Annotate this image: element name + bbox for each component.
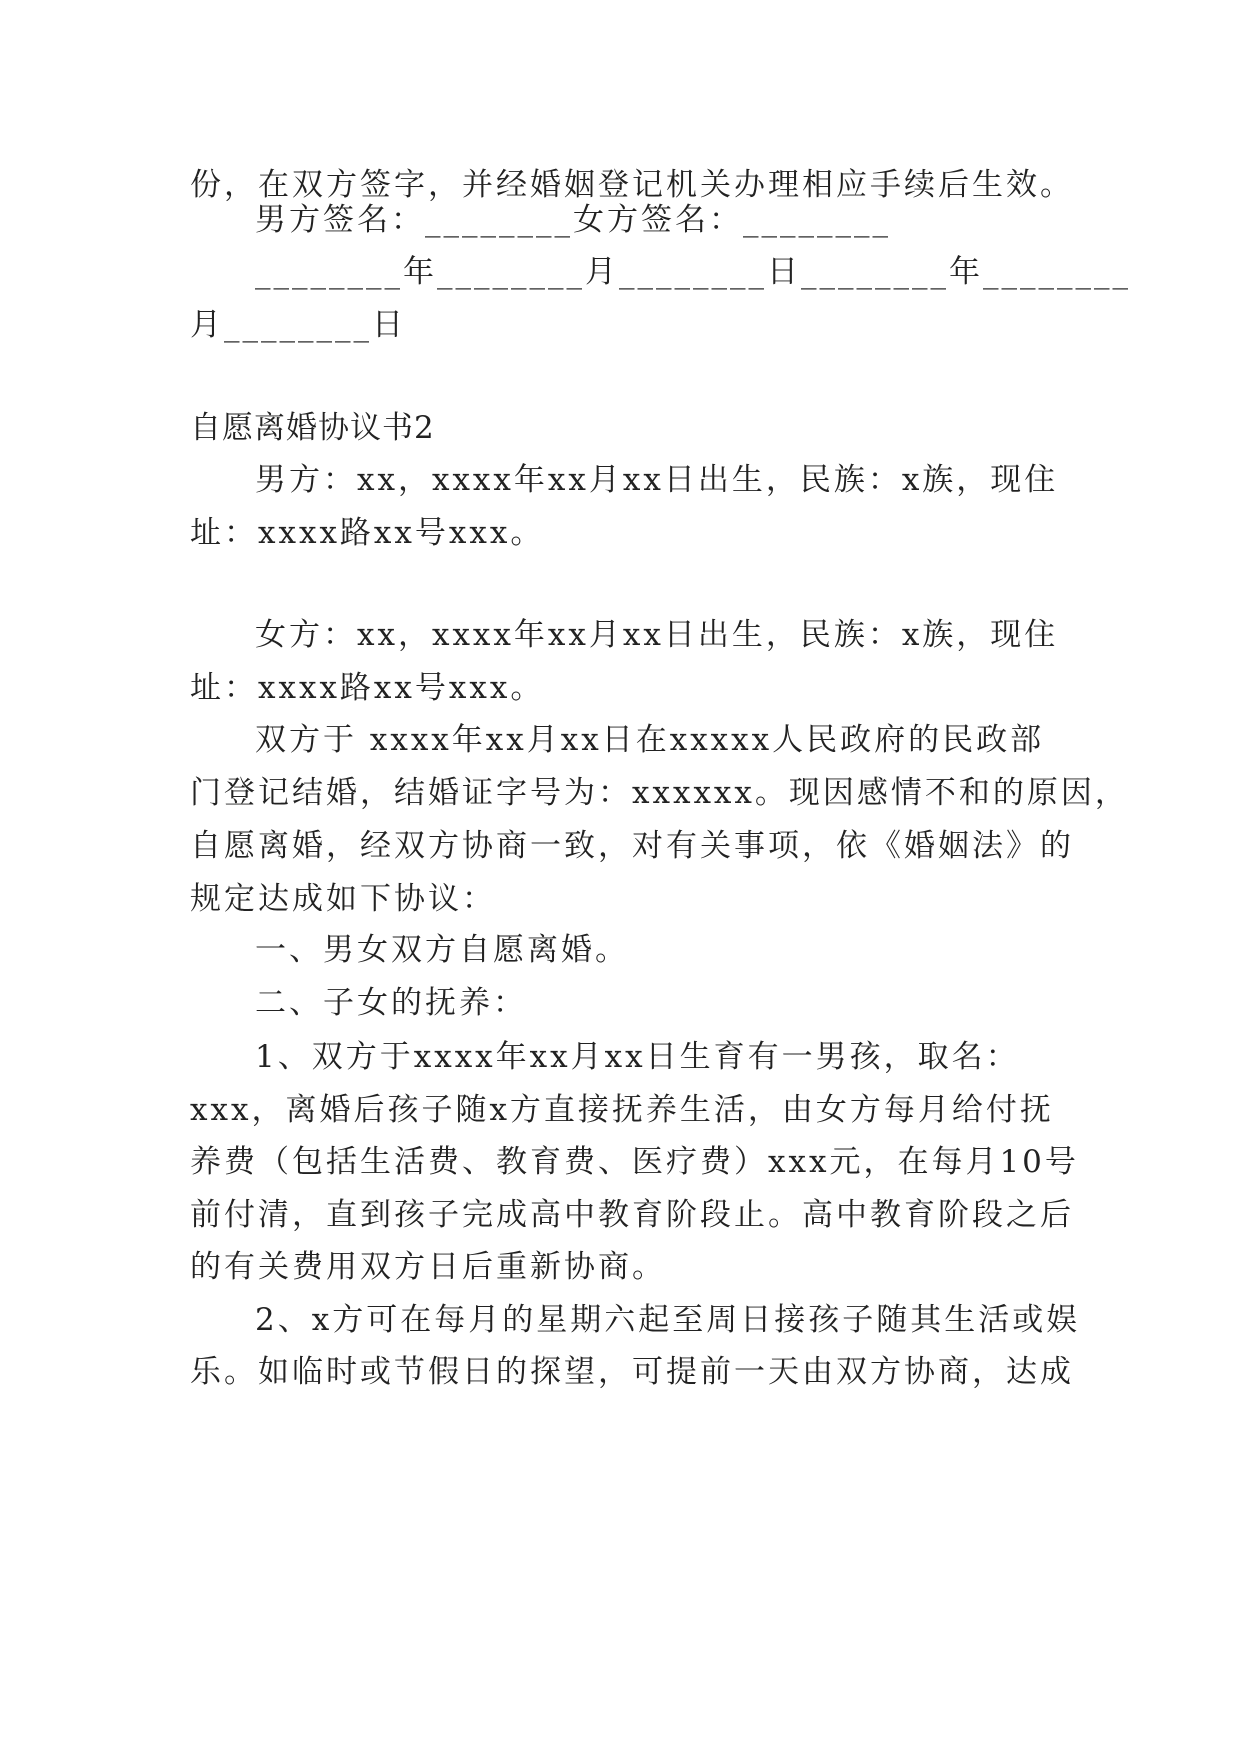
text-line: 一、男女双方自愿离婚。 <box>255 932 629 968</box>
text-line: xxx，离婚后孩子随x方直接抚养生活，由女方每月给付抚 <box>190 1092 1054 1128</box>
text-line: 2、x方可在每月的星期六起至周日接孩子随其生活或娱 <box>255 1302 1081 1338</box>
date-line: 月________日 <box>190 307 406 343</box>
text-line: 的有关费用双方日后重新协商。 <box>190 1249 666 1285</box>
signature-line: 男方签名：________女方签名：________ <box>255 202 891 238</box>
text-line: 份，在双方签字，并经婚姻登记机关办理相应手续后生效。 <box>190 167 1074 203</box>
text-line: 规定达成如下协议： <box>190 881 496 917</box>
text-line: 1、双方于xxxx年xx月xx日生育有一男孩，取名： <box>255 1039 1020 1075</box>
text-line: 二、子女的抚养： <box>255 985 527 1021</box>
text-line: 址：xxxx路xx号xxx。 <box>190 670 545 706</box>
section-title: 自愿离婚协议书2 <box>190 410 435 446</box>
text-line: 乐。如临时或节假日的探望，可提前一天由双方协商，达成 <box>190 1354 1074 1390</box>
text-line: 男方：xx，xxxx年xx月xx日出生，民族：x族，现住 <box>255 462 1059 498</box>
text-line: 门登记结婚，结婚证字号为：xxxxxx。现因感情不和的原因， <box>190 775 1129 811</box>
text-line: 双方于 xxxx年xx月xx日在xxxxx人民政府的民政部 <box>255 722 1045 758</box>
date-line: ________年________月________日________年________ <box>255 254 1131 290</box>
text-line: 前付清，直到孩子完成高中教育阶段止。高中教育阶段之后 <box>190 1197 1074 1233</box>
text-line: 养费（包括生活费、教育费、医疗费）xxx元，在每月10号 <box>190 1144 1079 1180</box>
text-line: 自愿离婚，经双方协商一致，对有关事项，依《婚姻法》的 <box>190 828 1074 864</box>
text-line: 址：xxxx路xx号xxx。 <box>190 515 545 551</box>
text-line: 女方：xx，xxxx年xx月xx日出生，民族：x族，现住 <box>255 617 1059 653</box>
